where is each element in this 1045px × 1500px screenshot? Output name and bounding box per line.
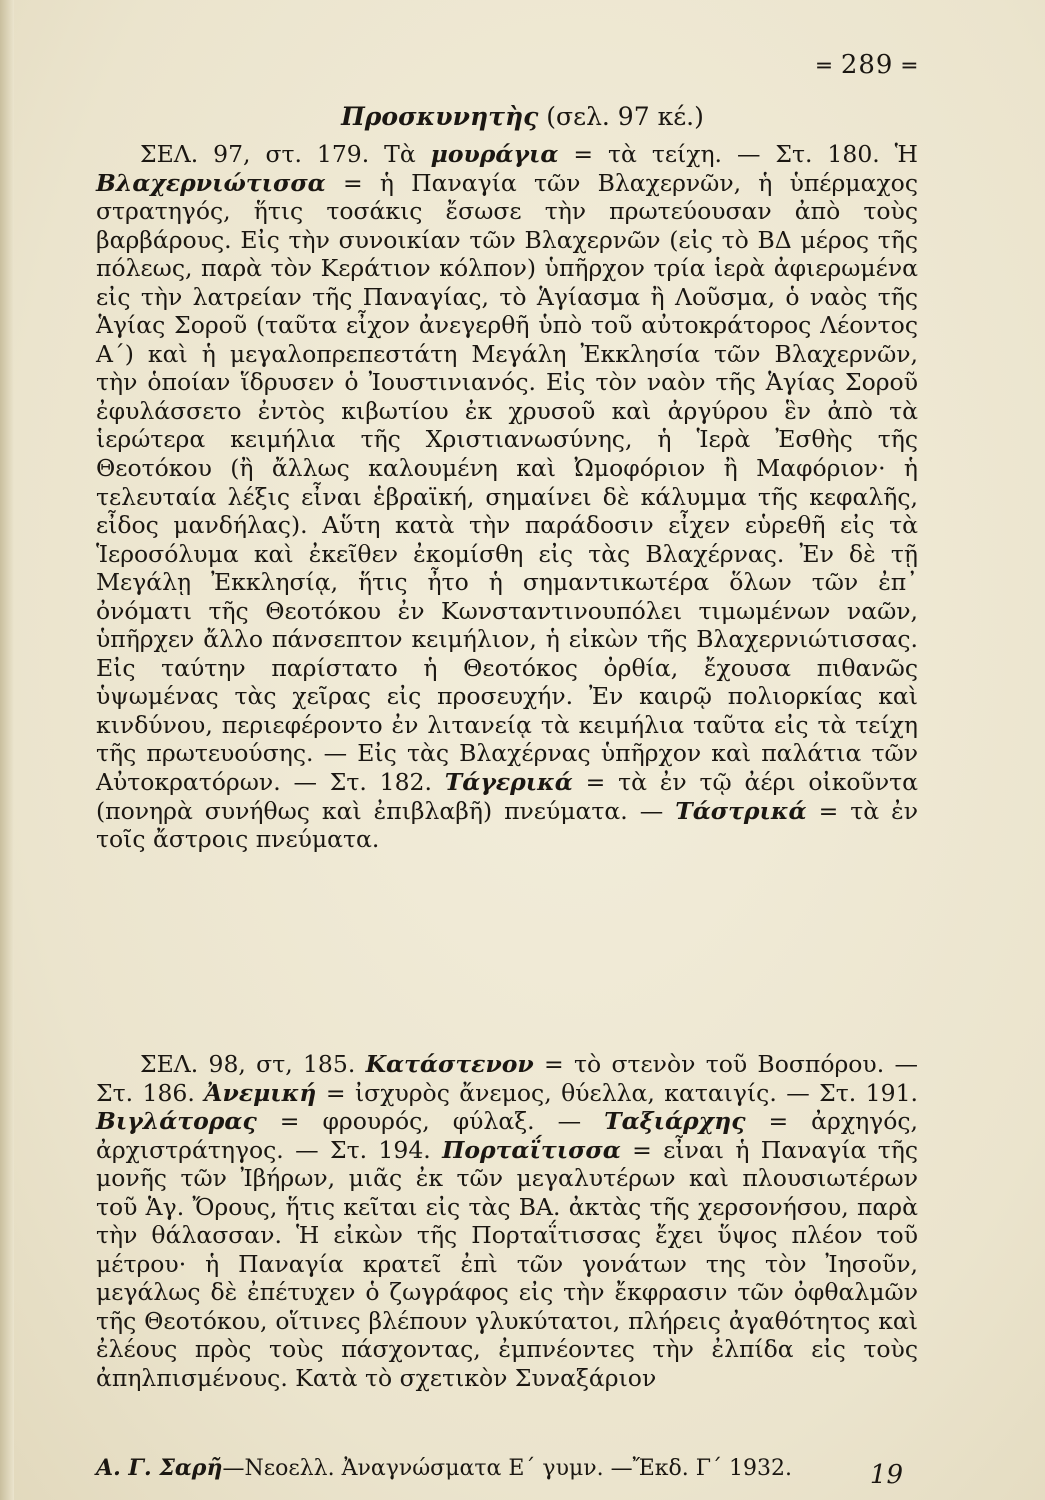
citation-source: —Νεοελλ. Ἀναγνώσματα Ε΄ γυμν. —Ἔκδ. Γ΄ 1932. xyxy=(222,1456,793,1481)
text-run: ΣΕΛ. 97, στ. 179. Τὰ xyxy=(140,140,431,168)
text-run: = ἡ Παναγία τῶν Βλαχερνῶν, ἡ ὑπέρμαχος στρατηγός, ἥτις τοσάκις ἔσωσε τὴν πρωτεύουσαν ἀπὸ τοὺς βαρβάρους. Εἰς τὴν συνοικίαν τῶν Βλαχερνῶν (εἰς τὸ ΒΔ μέρος τῆς πόλεως, παρὰ τὸν Κεράτιον κόλπον) ὑπῆρχον τρία ἱερὰ ἀφιερωμένα εἰς τὴν λατρείαν τῆς Παναγίας, τὸ Ἁγίασμα ἢ Λοῦσμα, ὁ ναὸς τῆς Ἁγίας Σοροῦ (ταῦτα εἶχον ἀνεγερθῆ ὑπὸ τοῦ αὐτοκράτορος Λέοντος Α΄) καὶ ἡ μεγαλοπρεπεστάτη Μεγάλη Ἐκκλησία τῶν Βλαχερνῶν, τὴν ὁποίαν ἵδρυσεν ὁ Ἰουστινιανός. Εἰς τὸν ναὸν τῆς Ἁγίας Σοροῦ ἐφυλάσσετο ἐντὸς κιβωτίου ἐκ χρυσοῦ καὶ ἀργύρου ἓν ἀπὸ τὰ ἱερώτερα κειμήλια τῆς Χριστιανωσύνης, ἡ Ἱερὰ Ἐσθὴς τῆς Θεοτόκου (ἢ ἄλλως καλουμένη καὶ Ὠμοφόριον ἢ Μαφόριον· ἡ τελευταία λέξις εἶναι ἑβραϊκή, σημαίνει δὲ κάλυμμα τῆς κεφαλῆς, εἶδος μανδήλας). Αὕτη κατὰ τὴν παράδοσιν εἶχεν εὑρεθῆ εἰς τὰ Ἱεροσόλυμα καὶ ἐκεῖθεν ἐκομίσθη εἰς τὰς Βλαχέρνας. Ἐν δὲ τῇ Μεγάλῃ Ἐκκλησίᾳ, ἥτις ἦτο ἡ σημαντικωτέρα ὅλων τῶν ἐπ᾽ ὀνόματι τῆς Θεοτόκου ἐν Κωνσταντινουπόλει τιμωμένων ναῶν, ὑπῆρχεν ἄλλο πάνσεπτον κειμήλιον, ἡ εἰκὼν τῆς Βλαχερνιώτισσας. Εἰς ταύτην παρίστατο ἡ Θεοτόκος ὀρθία, ἔχουσα πιθανῶς ὑψωμένας τὰς χεῖρας εἰς προσευχήν. Ἐν καιρῷ πολιορκίας καὶ κινδύνου, περιεφέροντο ἐν λιτανείᾳ τὰ κειμήλια ταῦτα εἰς τὰ τείχη τῆς πρωτευούσης. — Εἰς τὰς Βλαχέρνας ὑπῆρχον καὶ παλάτια τῶν Αὐτοκρατόρων. — Στ. 182. xyxy=(96,168,918,797)
glossed-term: Πορταΐτισσα xyxy=(442,1135,621,1164)
glossed-term: μουράγια xyxy=(430,140,559,168)
glossed-term: Τάστρικά xyxy=(675,796,807,825)
text-run: = ἰσχυρὸς ἄνεμος, θύελλα, καταιγίς. — Στ. 191. xyxy=(316,1078,918,1107)
binding-gutter xyxy=(0,0,14,1500)
text-run: = ἀρχηγός, ἀρχιστράτηγος. — Στ. 194. xyxy=(96,1107,918,1164)
glossed-term: Τάγερικά xyxy=(444,768,573,797)
signature-mark: 19 xyxy=(869,1460,903,1490)
glossed-term: Βιγλάτορας xyxy=(96,1107,257,1136)
glossed-term: Βλαχερνιώτισσα xyxy=(96,168,326,197)
text-run: = τὰ τείχη. — Στ. 180. Ἡ xyxy=(558,140,918,168)
heading-title: Προσκυνητὴς xyxy=(341,102,539,131)
text-run: = τὰ ἐν τοῖς ἄστροις πνεύματα. xyxy=(96,796,918,854)
glossed-term: Ταξιάρχης xyxy=(604,1107,746,1136)
page-heading xyxy=(0,102,1045,131)
glossed-term: Κατάστενον xyxy=(365,1050,534,1078)
text-run: ΣΕΛ. 98, στ, 185. xyxy=(140,1050,366,1078)
paragraph-commentary-2 xyxy=(96,1050,918,1393)
glossed-term: Ἀνεμική xyxy=(204,1078,317,1107)
source-citation xyxy=(96,1455,918,1481)
page-number: ═ 289 ═ xyxy=(817,50,917,80)
text-run: = εἶναι ἡ Παναγία τῆς μονῆς τῶν Ἰβήρων, μιᾶς ἐκ τῶν μεγαλυτέρων καὶ πλουσιωτέρων τοῦ Ἁγ. Ὄρους, ἥτις κεῖται εἰς τὰς ΒΑ. ἀκτὰς τῆς χερσονήσου, παρὰ τὴν θάλασσαν. Ἡ εἰκὼν τῆς Πορταΐτισσας ἔχει ὕψος πλέον τοῦ μέτρου· ἡ Παναγία κρατεῖ ἐπὶ τῶν γονάτων της τὸν Ἰησοῦν, μεγάλως δὲ ἐπέτυχεν ὁ ζωγράφος εἰς τὴν ἔκφρασιν τῶν ὀφθαλμῶν τῆς Θεοτόκου, οἵτινες βλέπουν γλυκύτατοι, πλήρεις ἀγαθότητος καὶ ἐλέους πρὸς τοὺς πάσχοντας, ἐμπνέοντες τὴν ἐλπίδα εἰς τοὺς ἀπηλπισμένους. Κατὰ τὸ σχετικὸν Συναξάριον xyxy=(96,1135,918,1393)
citation-author: Α. Γ. Σαρῆ xyxy=(96,1455,223,1481)
text-run: = τὸ στενὸν τοῦ Βοσπόρου. — Στ. 186. xyxy=(96,1050,918,1107)
paragraph-commentary-1 xyxy=(96,140,918,854)
heading-reference: (σελ. 97 κέ.) xyxy=(546,102,704,131)
text-run: = φρουρός, φύλαξ. — xyxy=(256,1107,605,1136)
text-run: = τὰ ἐν τῷ ἀέρι οἰκοῦντα (πονηρὰ συνήθως καὶ ἐπιβλαβῆ) πνεύματα. — xyxy=(96,768,919,825)
